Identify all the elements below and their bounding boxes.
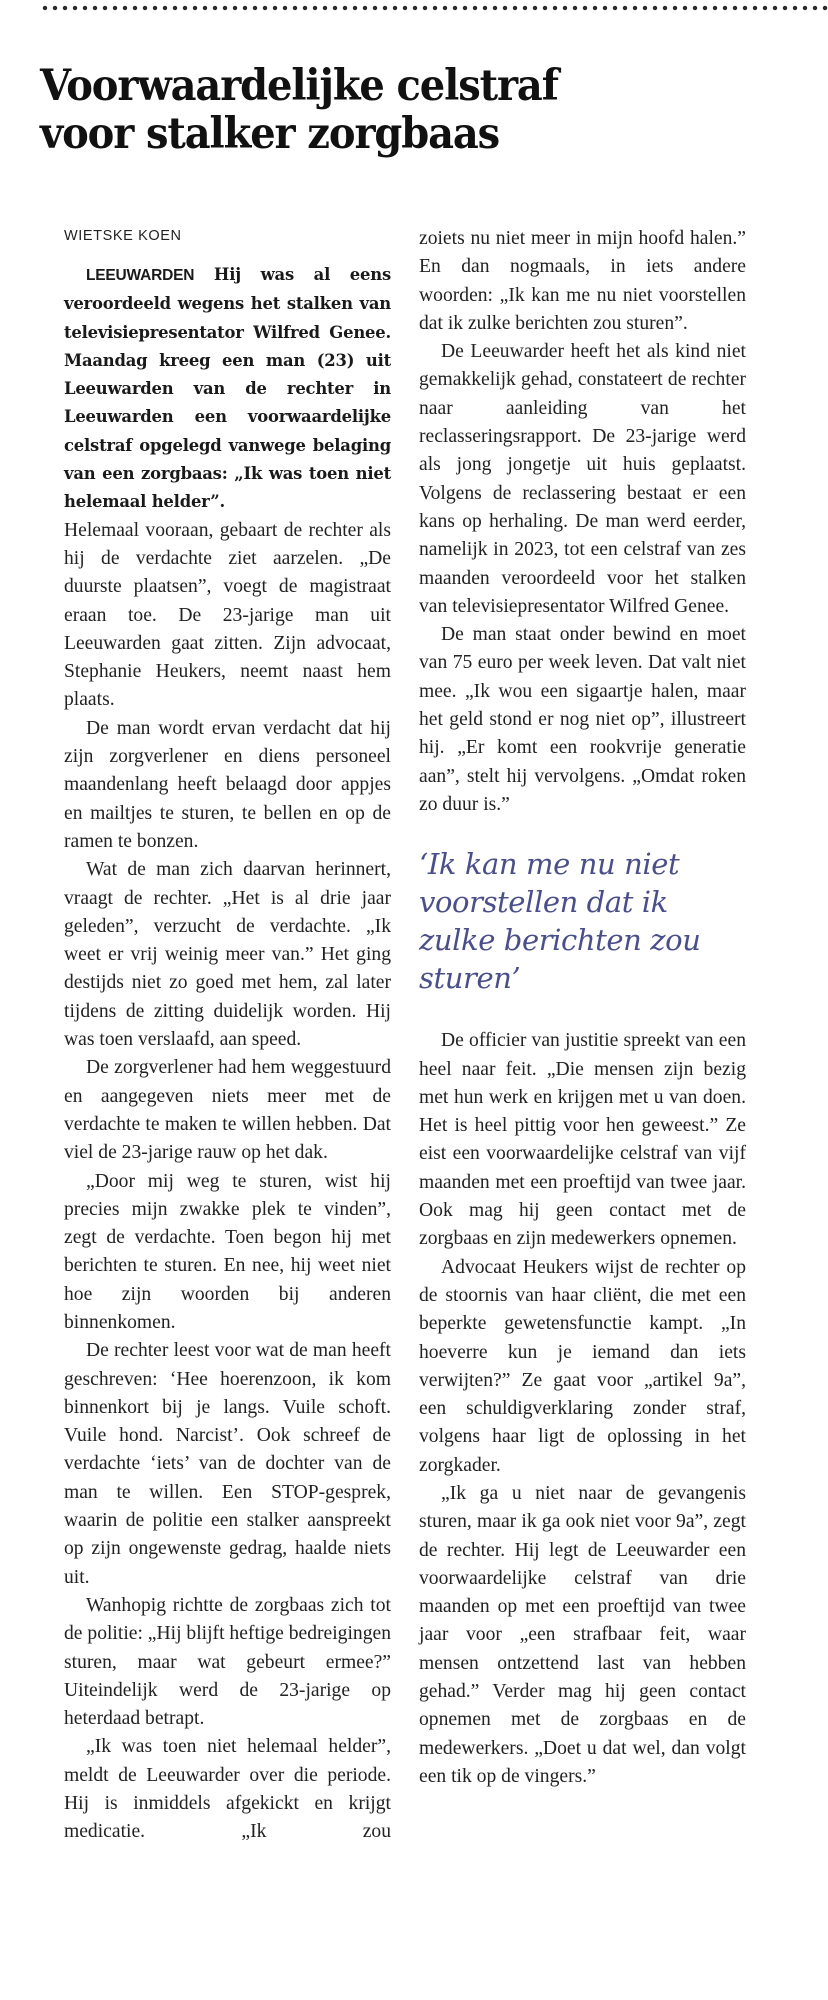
- paragraph: „Door mij weg te sturen, wist hij precies mijn zwakke plek te vinden”, zegt de verdachte. Toen begon hij met berichten te sturen. En nee, hij weet niet hoe zijn woorden bij anderen binnenkomen.: [64, 1170, 391, 1333]
- paragraph: Advocaat Heukers wijst de rechter op de stoornis van haar cliënt, die met een beperkte gewetensfunctie kampt. „In hoeverre kun je iemand dan iets verwijten?” Ze gaat voor „artikel 9a”, een schuldigverklaring zonder straf, volgens haar ligt de oplossing in het zorgkader.: [419, 1256, 746, 1476]
- dateline: LEEUWARDEN: [86, 267, 195, 284]
- paragraph: De man wordt ervan verdacht dat hij zijn zorgverlener en diens personeel maandenlang heeft belaagd door appjes en mailtjes te sturen, te bellen en op de ramen te bonzen.: [64, 717, 391, 852]
- lede-text: Hij was al eens veroordeeld wegens het stalken van televisiepresentator Wilfred Genee. Maandag kreeg een man (23) uit Leeuwarden van de rechter in Leeuwarden een voorwaardelijke celstraf opgelegd vanwege belaging van een zorgbaas: „Ik was toen niet helemaal helder”.: [64, 265, 391, 512]
- paragraph: „Ik ga u niet naar de gevangenis sturen, maar ik ga ook niet voor 9a”, zegt de rechter. Hij legt de Leeuwarder een voorwaardelijke celstraf van drie maanden op met een proeftijd van twee jaar voor „een strafbaar feit, waar mensen ontzettend last van hebben gehad.” Verder mag hij geen contact opnemen met de zorgbaas en de medewerkers. „Doet u dat wel, dan volgt een tik op de vingers.”: [419, 1482, 746, 1787]
- paragraph: zoiets nu niet meer in mijn hoofd halen.” En dan nogmaals, in iets andere woorden: „Ik kan me nu niet voorstellen dat ik zulke berichten zou sturen”.: [419, 228, 746, 334]
- column-right: [419, 225, 746, 1791]
- paragraph: De man staat onder bewind en moet van 75 euro per week leven. Dat valt niet mee. „Ik wou een sigaartje halen, maar het geld stond er nog niet op”, illustreert hij. „Er komt een rookvrije generatie aan”, stelt hij vervolgens. „Omdat roken zo duur is.”: [419, 624, 746, 815]
- paragraph: De rechter leest voor wat de man heeft geschreven: ‘Hee hoerenzoon, ik kom binnenkort bij je langs. Vuile schoft. Vuile hond. Narcist’. Ook schreef de verdachte ‘iets’ van de dochter van de man te willen. Een STOP-gesprek, waarin de politie een stalker aanspreekt op zijn ongewenste gedrag, haalde niets uit.: [64, 1340, 391, 1588]
- paragraph: De Leeuwarder heeft het als kind niet gemakkelijk gehad, constateert de rechter naar aanleiding van het reclasseringsrapport. De 23-jarige werd als jong jongetje uit huis geplaatst. Volgens de reclassering bestaat er een kans op herhaling. De man werd eerder, namelijk in 2023, tot een celstraf van zes maanden veroordeeld voor het stalken van televisiepresentator Wilfred Genee.: [419, 341, 746, 617]
- paragraph: De zorgverlener had hem weggestuurd en aangegeven niets meer met de verdachte te maken te willen hebben. Dat viel de 23-jarige rauw op het dak.: [64, 1057, 391, 1164]
- paragraph: Wanhopig richtte de zorgbaas zich tot de politie: „Hij blijft heftige bedreigingen sturen, maar wat gebeurt ermee?” Uiteindelijk werd de 23-jarige op heterdaad betrapt.: [64, 1594, 392, 1730]
- byline: WIETSKE KOEN: [64, 228, 182, 244]
- paragraph: Wat de man zich daarvan herinnert, vraagt de rechter. „Het is al drie jaar geleden”, verzucht de verdachte. „Ik weet er vrij weinig meer van.” Het ging destijds niet zo goed met hem, zal later tijdens de zitting duidelijk worden. Hij was toen verslaafd, aan speed.: [64, 859, 391, 1051]
- dotted-rule: [40, 4, 828, 12]
- pull-quote: ‘Ik kan me nu niet voorstellen dat ik zulke berichten zou sturen’: [419, 847, 701, 996]
- paragraph: Helemaal vooraan, gebaart de rechter als hij de verdachte ziet aarzelen. „De duurste plaatsen”, voegt de magistraat eraan toe. De 23-jarige man uit Leeuwarden gaat zitten. Zijn advocaat, Stephanie Heukers, neemt naast hem plaats.: [64, 519, 391, 711]
- paragraph: De officier van justitie spreekt van een heel naar feit. „Die mensen zijn bezig met hun werk en krijgen met u van doen. Het is heel pittig voor hen geweest.” Ze eist een voorwaardelijke celstraf van vijf maanden met een proeftijd van twee jaar. Ook mag hij geen contact met de zorgbaas en zijn medewerkers opnemen.: [419, 1030, 746, 1250]
- headline-line-1: Voorwaardelijke celstraf: [40, 61, 558, 111]
- article-headline: [40, 62, 747, 158]
- headline-line-2: voor stalker zorgbaas: [40, 109, 500, 159]
- column-left: [64, 225, 391, 1847]
- paragraph: „Ik was toen niet helemaal helder”, meldt de Leeuwarder over die periode. Hij is inmiddels afgekickt en krijgt medicatie. „Ik zou: [64, 1736, 391, 1843]
- lede: [64, 261, 391, 517]
